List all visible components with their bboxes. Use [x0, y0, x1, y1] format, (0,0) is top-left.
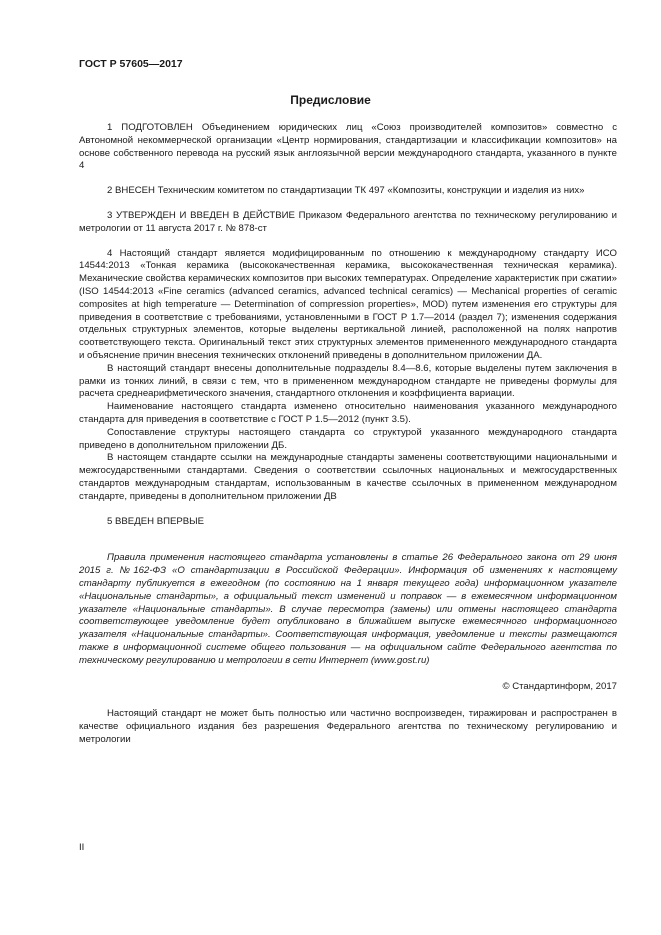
paragraph-5: 5 ВВЕДЕН ВПЕРВЫЕ: [107, 515, 205, 527]
paragraph-3: 3 УТВЕРЖДЕН И ВВЕДЕН В ДЕЙСТВИЕ Приказом Федерального агентства по техническому регулированию и метрологии от 11 августа 2017 г. № 878-ст: [79, 209, 617, 234]
paragraph-4-structure: Сопоставление структуры настоящего стандарта со структурой указанного международного стандарта приведено в дополнительном приложении ДБ.: [79, 426, 617, 451]
paragraph-4-additions: В настоящий стандарт внесены дополнительные подразделы 8.4—8.6, которые выделены путем заключения в рамки из тонких линий, в связи с тем, что в примененном международном стандарте не приведены формулы для расчета среднеарифметического значения, стандартного отклонения и коэффициента вариации.: [79, 362, 617, 400]
document-body: [79, 122, 617, 747]
paragraph-2: 2 ВНЕСЕН Техническим комитетом по стандартизации ТК 497 «Композиты, конструкции и изделия из них»: [107, 185, 585, 197]
paragraph-4-title-change: Наименование настоящего стандарта изменено относительно наименования указанного международного стандарта для приведения в соответствие с ГОСТ Р 1.5—2012 (пункт 3.5).: [79, 401, 617, 425]
rules-note: Правила применения настоящего стандарта установлены в статье 26 Федерального закона от 29 июня 2015 г. №162-ФЗ «О стандартизации в Российской Федерации». Информация об изменениях к настоящему стандарту публикуется в ежегодном (по состоянию на 1 января текущего года) информационном указателе «Национальные стандарты», а официальный текст изменений и поправок — в ежемесячном информационном указателе «Национальные стандарты». В случае пересмотра (замены) или отмены настоящего стандарта соответствующее уведомление будет опубликовано в ближайшем выпуске ежемесячного информационного указателя «Национальные стандарты». Соответствующая информация, уведомление и тексты размещаются также в информационной системе общего пользования — на официальном сайте Федерального агентства по техническому регулированию и метрологии в сети Интернет (www.gost.ru): [79, 552, 617, 666]
page-number: II: [79, 842, 85, 853]
reproduction-notice: Настоящий стандарт не может быть полностью или частично воспроизведен, тиражирован и распространен в качестве официального издания без разрешения Федерального агентства по техническому регулированию и метрологии: [79, 708, 617, 745]
document-header: ГОСТ Р 57605—2017: [79, 58, 183, 70]
copyright: © Стандартинформ, 2017: [502, 681, 617, 693]
paragraph-4-references: В настоящем стандарте ссылки на международные стандарты заменены соответствующими национальными и межгосударственными стандартами. Сведения о соответствии ссылочных национальных и межгосударственных стандартов международным стандартам, использованным в качестве ссылочных в примененном международном стандарте, приведены в дополнительном приложении ДВ: [79, 452, 617, 502]
page-title: Предисловие: [290, 93, 371, 107]
paragraph-1: 1 ПОДГОТОВЛЕН Объединением юридических лиц «Союз производителей композитов» совместно с Автономной некоммерческой организации «Центр нормирования, стандартизации и классификации композитов» на основе собственного перевода на русский язык англоязычной версии международного стандарта, указанного в пункте 4: [79, 122, 617, 172]
paragraph-4: 4 Настоящий стандарт является модифицированным по отношению к международному стандарту ИСО 14544:2013 «Тонкая керамика (высококачественная керамика, высококачественная техническая керамика). Механические свойства керамических композитов при высоких температурах. Определение характеристик при сжатии» (ISO 14544:2013 «Fine ceramics (advanced ceramics, advanced technical ceramics) — Mechanical properties of ceramic composites at high temperature — Determination of compression properties», MOD) путем изменения его структуры для приведения в соответствие с требованиями, установленными в ГОСТ Р 1.7—2014 (раздел 7); изменения содержания отдельных структурных элементов, которые выделены вертикальной линией, расположенной на полях напротив соответствующего текста. Оригинальный текст этих структурных элементов примененного международного стандарта и объяснение причин внесения технических отклонений приведены в дополнительном приложении ДА.: [79, 247, 617, 361]
